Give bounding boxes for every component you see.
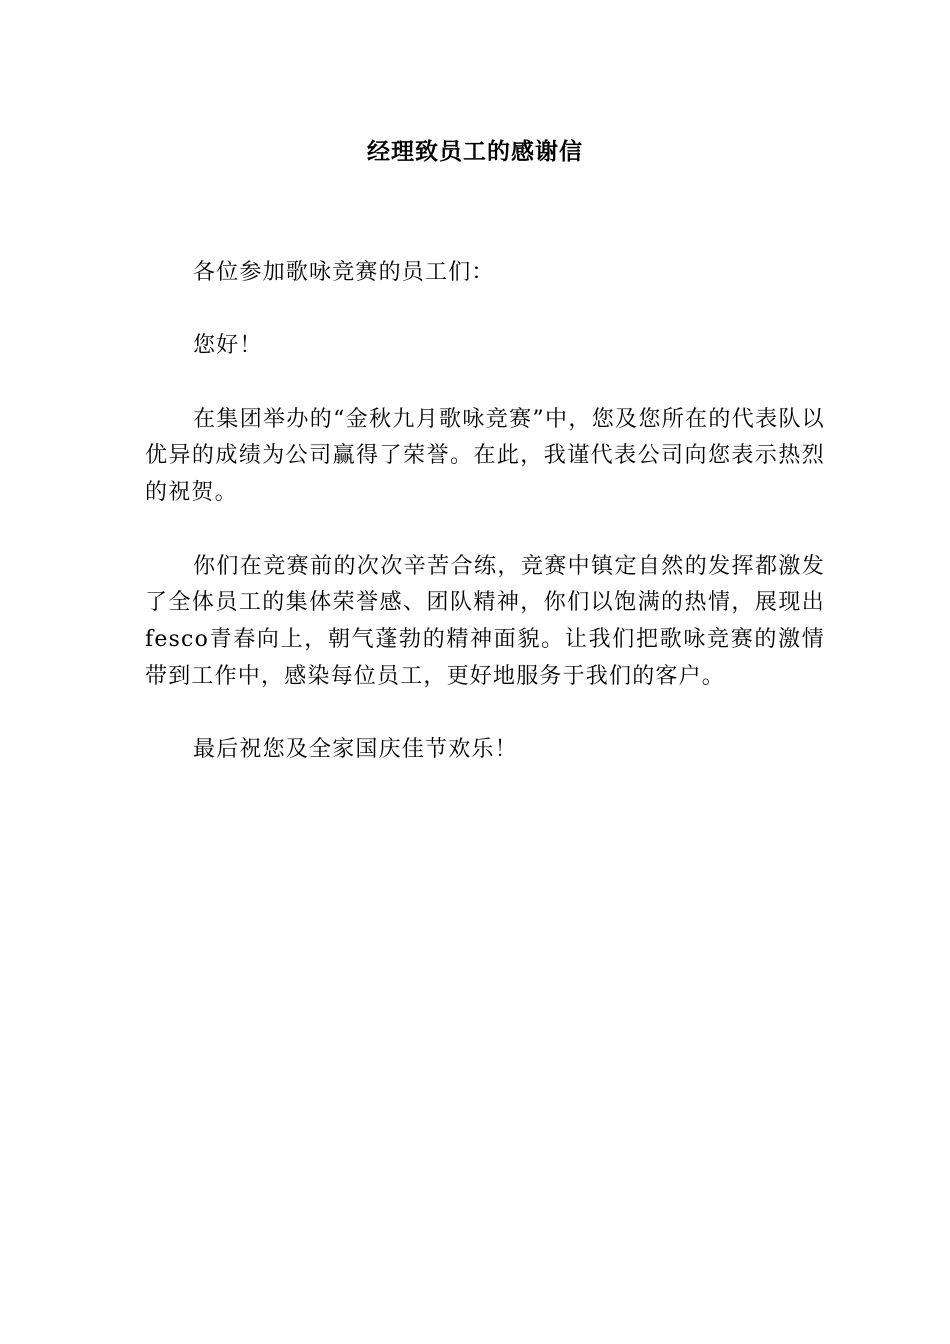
letter-title: 经理致员工的感谢信 — [367, 138, 583, 165]
body-paragraph-appreciation: 你们在竞赛前的次次辛苦合练，竞赛中镇定自然的发挥都激发了全体员工的集体荣誉感、团队精神，你们以饱满的热情，展现出fesco青春向上，朝气蓬勃的精神面貌。让我们把歌咏竞赛的激情带到工作中，感染每位员工，更好地服务于我们的客户。 — [145, 553, 825, 689]
closing-wishes: 最后祝您及全家国庆佳节欢乐！ — [193, 737, 518, 763]
letter-body — [145, 255, 825, 805]
body-paragraph-congratulations: 在集团举办的“金秋九月歌咏竞赛”中，您及您所在的代表队以优异的成绩为公司赢得了荣誉。在此，我谨代表公司向您表示热烈的祝贺。 — [145, 406, 825, 506]
salutation: 各位参加歌咏竞赛的员工们： — [193, 260, 495, 285]
greeting: 您好！ — [193, 333, 263, 359]
